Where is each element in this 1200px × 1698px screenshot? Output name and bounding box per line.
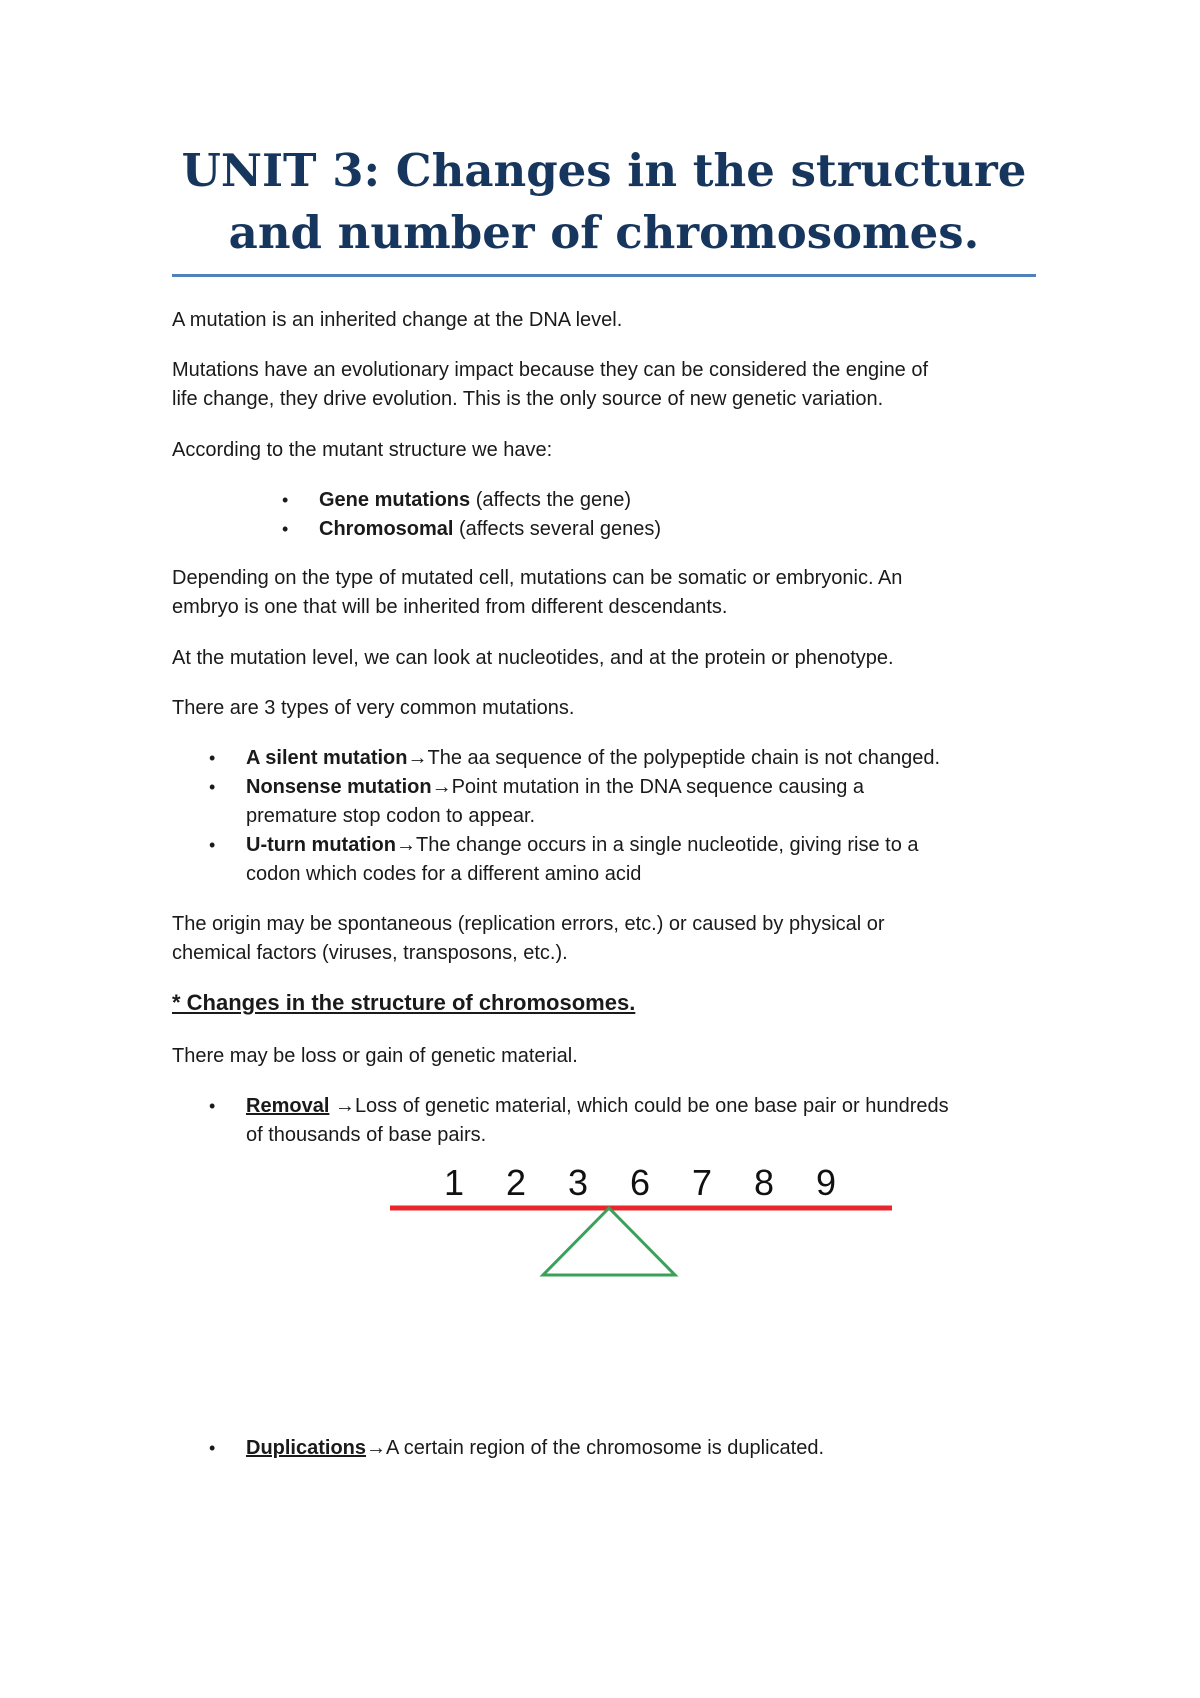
duplication-list [209, 1434, 1046, 1463]
paragraph-definition: A mutation is an inherited change at the DNA level. [172, 309, 623, 331]
mutation-type-list [209, 744, 1046, 889]
list-item-desc: The change occurs in a single nucleotide, giving rise to a [415, 834, 919, 856]
bullet-icon: • [209, 748, 216, 768]
list-item [282, 486, 661, 515]
list-item-desc-continued: codon which codes for a different amino acid [246, 863, 642, 885]
page-title [172, 140, 1036, 264]
paragraph-structure-intro: According to the mutant structure we have: [172, 439, 553, 461]
title-line-1: UNIT 3: Changes in the structure [181, 144, 1027, 197]
list-item [282, 515, 661, 544]
list-item [209, 1092, 1046, 1150]
gene-number-6: 6 [629, 1162, 651, 1203]
gene-number-9: 9 [815, 1162, 837, 1203]
list-item-term: Duplications [246, 1437, 367, 1459]
paragraph-cell-type-line-1: Depending on the type of mutated cell, mutations can be somatic or embryonic. An [172, 567, 903, 589]
arrow-icon: → [395, 834, 416, 856]
list-item-term: Removal [246, 1095, 330, 1117]
gene-number-2: 2 [505, 1162, 527, 1203]
paragraph-origin-line-1: The origin may be spontaneous (replication errors, etc.) or caused by physical or [172, 913, 885, 935]
list-item-term: Nonsense mutation [246, 776, 432, 798]
paragraph-evolution [172, 356, 1042, 414]
arrow-icon: → [329, 1095, 355, 1117]
bullet-icon: • [282, 490, 289, 510]
chromosome-deletion-diagram [380, 1160, 900, 1290]
list-item [209, 744, 1046, 773]
list-item-desc: (affects the gene) [470, 489, 631, 511]
paragraph-common-types: There are 3 types of very common mutations. [172, 697, 575, 719]
section-heading: * Changes in the structure of chromosomes. [172, 990, 636, 1015]
list-item-desc-continued: of thousands of base pairs. [246, 1124, 487, 1146]
arrow-icon: → [407, 747, 428, 769]
paragraph-origin-line-2: chemical factors (viruses, transposons, etc.). [172, 942, 568, 964]
gene-number-3: 3 [567, 1162, 589, 1203]
title-line-2: and number of chromosomes. [228, 206, 980, 259]
gene-number-1: 1 [443, 1162, 465, 1203]
list-item-desc: Loss of genetic material, which could be one base pair or hundreds [354, 1095, 949, 1117]
list-item-term: Chromosomal [319, 518, 454, 540]
paragraph-loss-gain: There may be loss or gain of genetic material. [172, 1045, 578, 1067]
title-underline-rule [172, 274, 1036, 277]
paragraph-origin [172, 910, 1042, 968]
gene-number-labels [444, 1162, 836, 1203]
deletion-fulcrum-triangle [543, 1208, 675, 1275]
list-item-term: U-turn mutation [246, 834, 396, 856]
arrow-icon: → [431, 776, 452, 798]
bullet-icon: • [209, 835, 216, 855]
bullet-icon: • [209, 777, 216, 797]
bullet-icon: • [209, 1438, 216, 1458]
paragraph-cell-type [172, 564, 1042, 622]
list-item-desc: A certain region of the chromosome is duplicated. [386, 1437, 825, 1459]
list-item-desc: The aa sequence of the polypeptide chain is not changed. [427, 747, 941, 769]
paragraph-evolution-line-1: Mutations have an evolutionary impact because they can be considered the engine of [172, 359, 929, 381]
gene-number-8: 8 [753, 1162, 775, 1203]
arrow-icon: → [366, 1437, 387, 1459]
list-item-desc: (affects several genes) [453, 518, 661, 540]
structure-change-list [209, 1092, 1046, 1150]
list-item-term: Gene mutations [319, 489, 471, 511]
bullet-icon: • [282, 519, 289, 539]
gene-number-7: 7 [691, 1162, 713, 1203]
list-item [209, 773, 1046, 831]
paragraph-mutation-level: At the mutation level, we can look at nucleotides, and at the protein or phenotype. [172, 647, 894, 669]
list-item [209, 831, 1046, 889]
list-item-term: A silent mutation [246, 747, 408, 769]
list-item [209, 1434, 1046, 1463]
structure-type-list [282, 486, 661, 544]
list-item-desc: Point mutation in the DNA sequence causing a [451, 776, 865, 798]
paragraph-cell-type-line-2: embryo is one that will be inherited from different descendants. [172, 596, 728, 618]
paragraph-evolution-line-2: life change, they drive evolution. This is the only source of new genetic variation. [172, 388, 884, 410]
list-item-desc-continued: premature stop codon to appear. [246, 805, 536, 827]
bullet-icon: • [209, 1096, 216, 1116]
